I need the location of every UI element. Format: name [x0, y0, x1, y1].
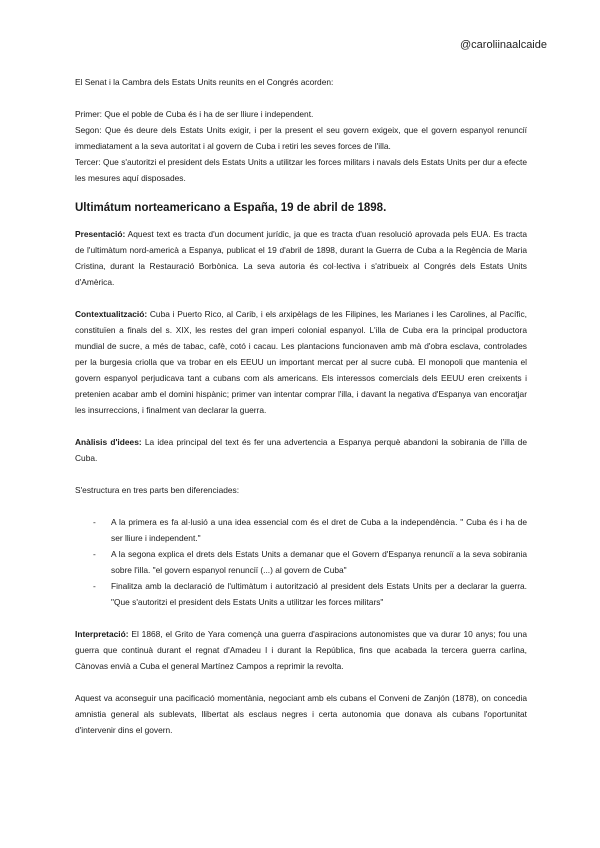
interpretacio-paragraph	[75, 626, 527, 674]
structure-list	[75, 514, 527, 610]
interpretacio-paragraph-2: Aquest va aconseguir una pacificació momentània, negociant amb els cubans el Conveni de Zanjón (1878), on concedia amnistia general als sublevats, llibertat als esclaus negres i certa autonomia que donava als cubans l'oportunitat d'intervenir dins el govern.	[75, 693, 527, 735]
list-item-text: A la primera es fa al·lusió a una idea essencial com és el dret de Cuba a la independència. " Cuba és i ha de ser lliure i independent."	[111, 517, 527, 543]
interpretacio-label: Interpretació:	[75, 629, 129, 639]
analisi-paragraph	[75, 434, 527, 466]
structure-intro: S'estructura en tres parts ben diferenciades:	[75, 485, 240, 495]
presentacio-label: Presentació:	[75, 229, 126, 239]
author-handle: @caroliinaalcaide	[460, 39, 547, 51]
contextualitzacio-paragraph	[75, 306, 527, 418]
quote-second: Segon: Que és deure dels Estats Units exigir, i per la present el seu govern exigeix, que el govern espanyol renunciï immediatament a la seva autoritat i al govern de Cuba i retiri les seves forces de l'illa.	[75, 125, 527, 151]
dash-bullet: -	[93, 517, 96, 527]
contextualitzacio-text: Cuba i Puerto Rico, al Carib, i els arxipèlags de les Filipines, les Marianes i les Carolines, al Pacífic, constituïen a finals del s. XIX, les restes del gran imperi colonial espanyol. L'illa de Cuba era la principal productora mundial de sucre, a més de tabac, cafè, cotó i cacau. Les plantacions funcionaven amb mà d'obra esclava, controlades per la burgesia criolla que va trobar en els EEUU un important mercat per al sucre cubà. El monopoli que mantenia el govern espanyol perjudicava tant a cubans com als americans. Els interessos comercials dels EEUU eren creixents i pretenien acabar amb el domini hispànic; primer van intentar comprar l'illa, i davant la negativa d'Espanya van encoratjar les insurreccions, i finalment van declarar la guerra.	[75, 309, 527, 415]
presentacio-text: Aquest text es tracta d'un document jurídic, ja que es tracta d'uan resolució aprovada pels EUA. Es tracta de l'ultimàtum nord-americà a Espanya, publicat el 19 d'abril de 1898, durant la Guerra de Cuba a la Regència de Maria Cristina, durant la Restauració Borbònica. La seva autoria és col·lectiva i s'atribueix al Congrés dels Estats Units d'Amèrica.	[75, 229, 527, 287]
dash-bullet: -	[93, 581, 96, 591]
analisi-label: Anàlisis d'idees:	[75, 437, 142, 447]
presentacio-paragraph	[75, 226, 527, 290]
list-item	[93, 514, 527, 546]
contextualitzacio-label: Contextualització:	[75, 309, 148, 319]
analisi-text: La idea principal del text és fer una advertencia a Espanya perquè abandoni la sobirania de l'illa de Cuba.	[75, 437, 527, 463]
document-body	[75, 74, 527, 738]
list-item-text: Finalitza amb la declaració de l'ultimàtum i autorització al president dels Estats Units per a declarar la guerra. "Que s'autoritzi el president dels Estats Units a utilitzar les forces militars"	[111, 581, 527, 607]
interpretacio-text: El 1868, el Grito de Yara començà una guerra d'aspiracions autonomistes que va durar 10 anys; fou una guerra que continuà durant el regnat d'Amadeu I i durant la República, fins que acabada la tercera guerra carlina, Cànovas envià a Cuba el general Martínez Campos a reprimir la revolta.	[75, 629, 527, 671]
list-item	[93, 578, 527, 610]
list-item	[93, 546, 527, 578]
quote-intro: El Senat i la Cambra dels Estats Units reunits en el Congrés acorden:	[75, 77, 334, 87]
quote-first: Primer: Que el poble de Cuba és i ha de ser lliure i independent.	[75, 109, 314, 119]
document-title: Ultimátum norteamericano a España, 19 de abril de 1898.	[75, 202, 387, 214]
dash-bullet: -	[93, 549, 96, 559]
quote-third: Tercer: Que s'autoritzi el president dels Estats Units a utilitzar les forces militars i navals dels Estats Units per dur a efecte les mesures aquí disposades.	[75, 157, 527, 183]
list-item-text: A la segona explica el drets dels Estats Units a demanar que el Govern d'Espanya renunciï a la seva sobirania sobre l'illa. "el govern espanyol renunciï (...) al govern de Cuba"	[111, 549, 527, 575]
